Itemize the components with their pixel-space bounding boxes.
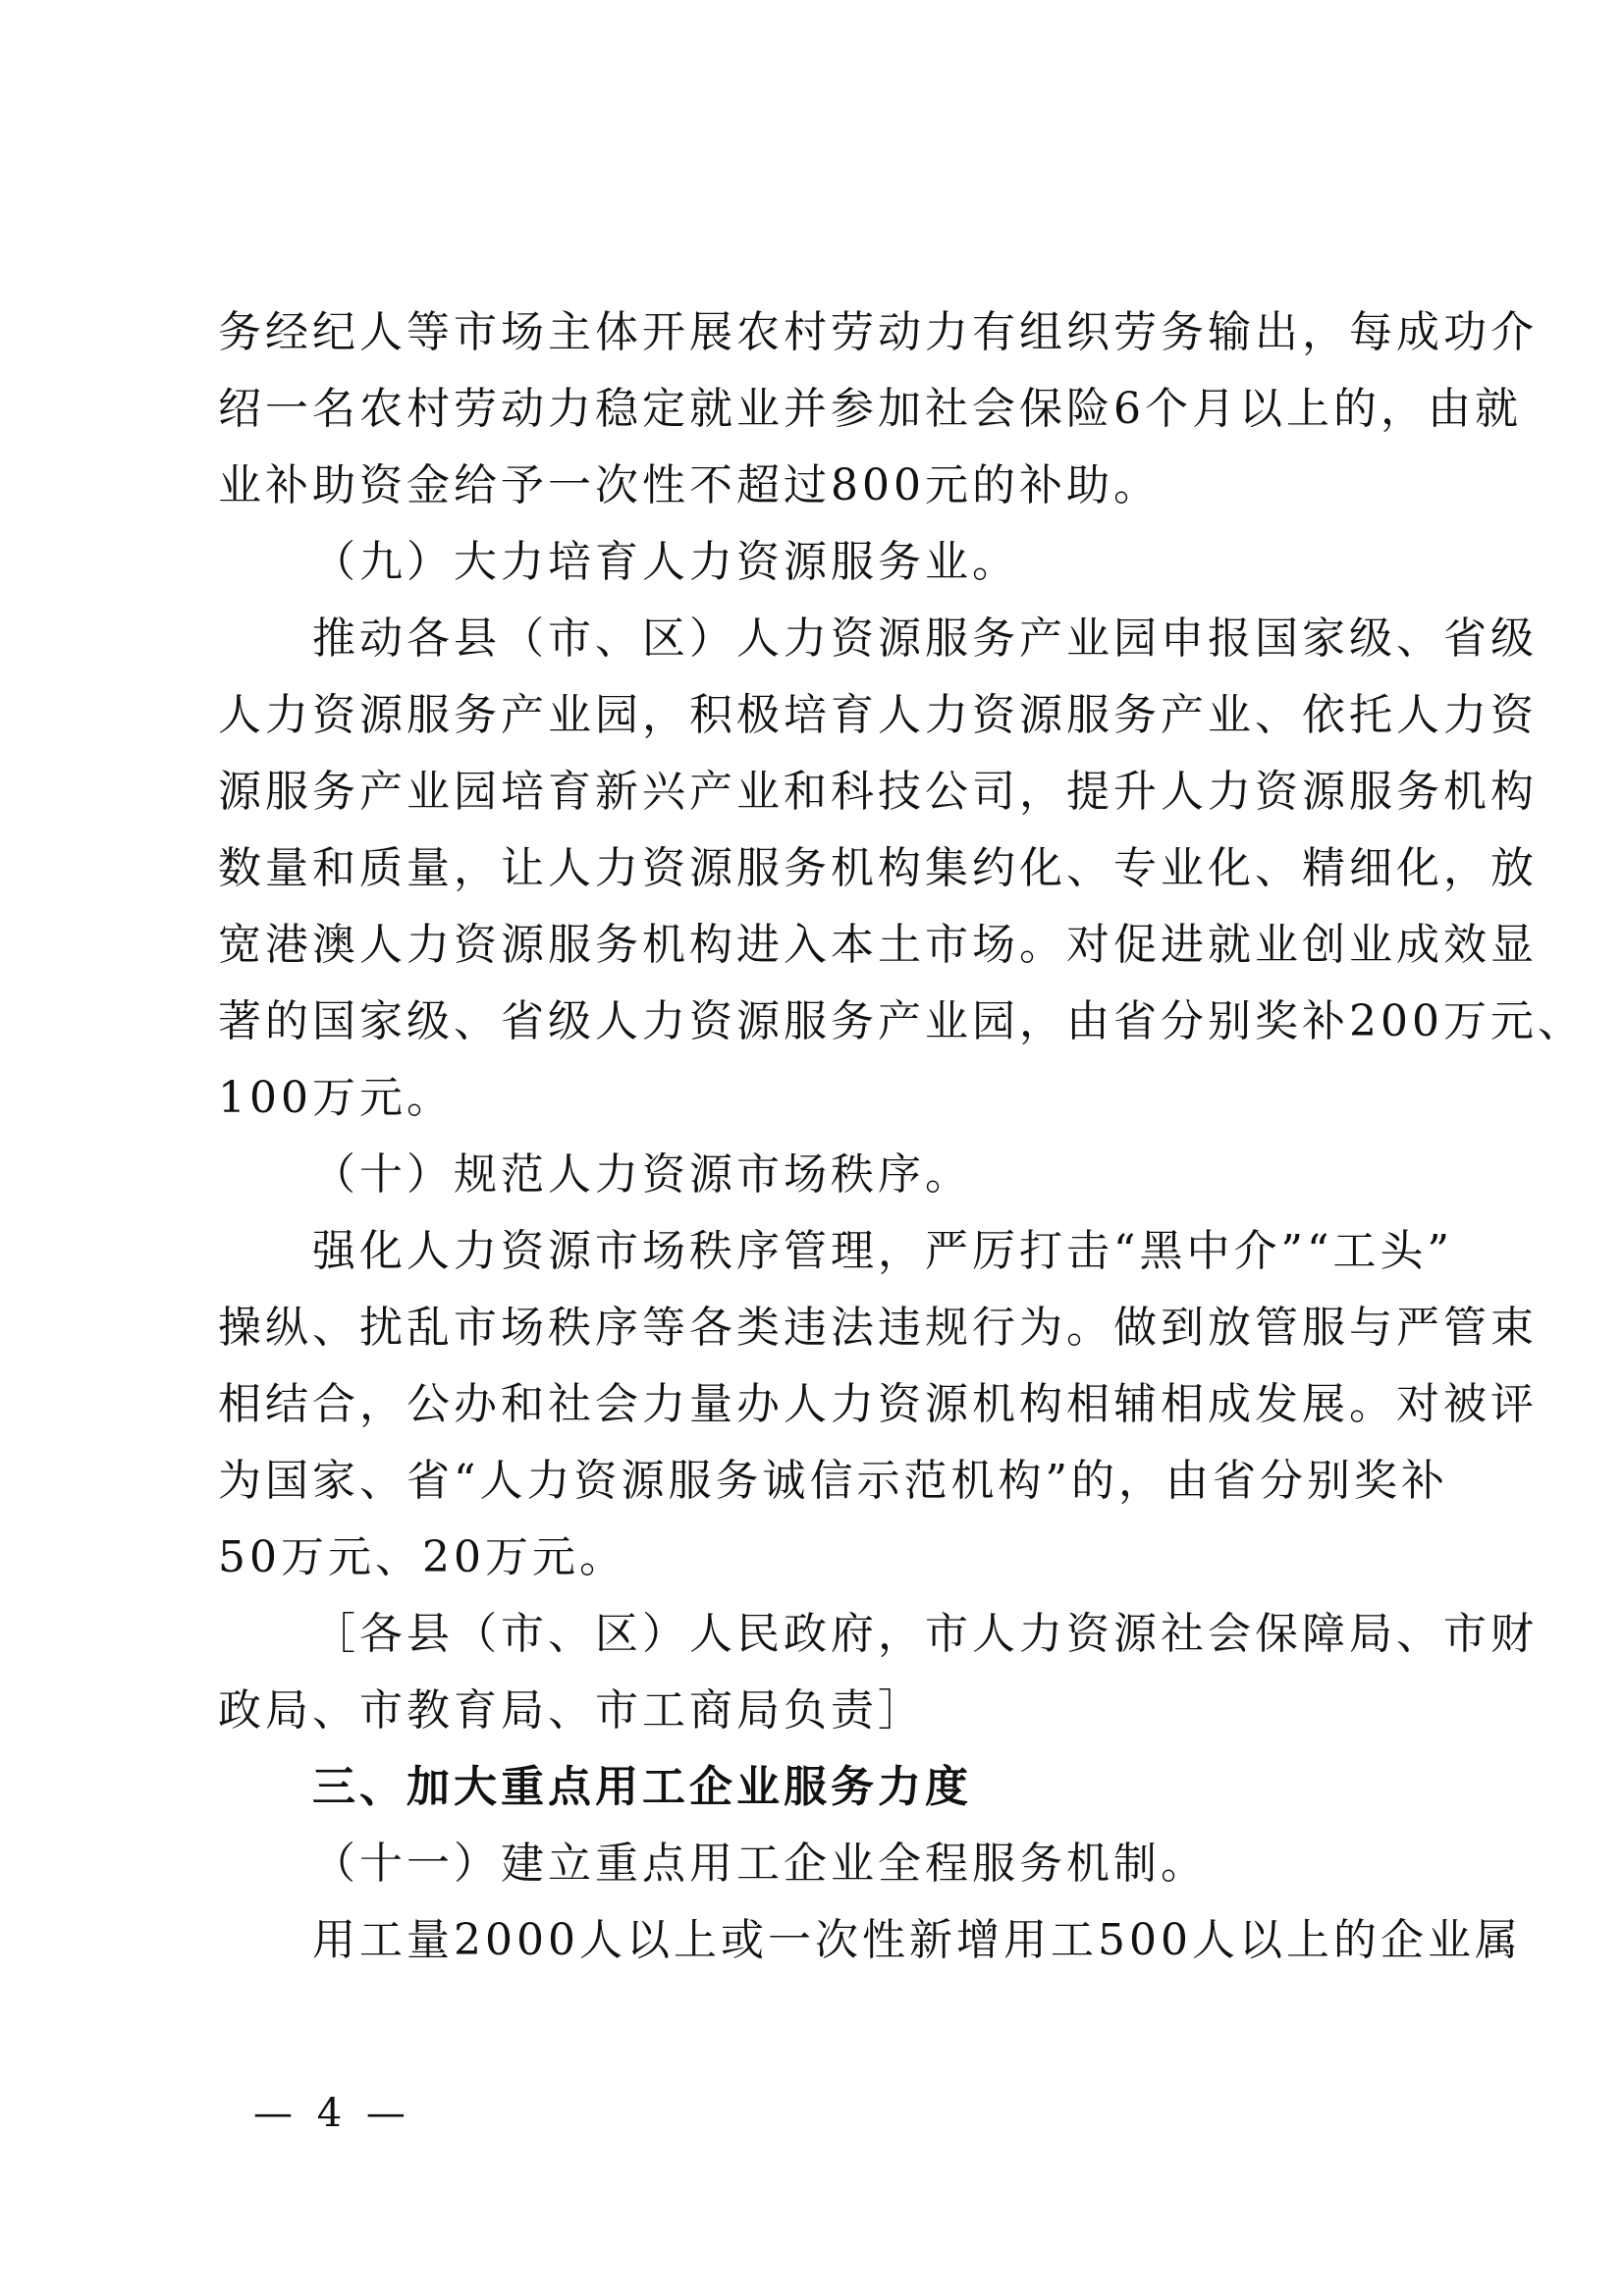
text-line: 操纵、扰乱市场秩序等各类违法违规行为。做到放管服与严管束	[218, 1303, 1538, 1353]
text-line: 为国家、省“人力资源服务诚信示范机构”的，由省分别奖补	[218, 1456, 1448, 1506]
paragraph-key-employers	[218, 1902, 1522, 1979]
subheading-eleven: （十一）建立重点用工企业全程服务机制。	[312, 1839, 1208, 1889]
text-line: 宽港澳人力资源服务机构进入本土市场。对促进就业创业成效显	[218, 920, 1538, 970]
text-line: 著的国家级、省级人力资源服务产业园，由省分别奖补200万元、	[218, 996, 1585, 1046]
paragraph-responsible-parties	[218, 1596, 1538, 1749]
text-line: 100万元。	[218, 1073, 454, 1123]
text-line: 政局、市教育局、市工商局负责］	[218, 1685, 925, 1735]
text-line: 50万元、20万元。	[218, 1532, 626, 1582]
section-heading-three: 三、加大重点用工企业服务力度	[312, 1762, 972, 1812]
text-line: 相结合，公办和社会力量办人力资源机构相辅相成发展。对被评	[218, 1379, 1538, 1429]
text-line: 用工量2000人以上或一次性新增用工500人以上的企业属	[312, 1915, 1522, 1965]
subheading-ten: （十）规范人力资源市场秩序。	[312, 1149, 972, 1200]
text-line: 业补助资金给予一次性不超过800元的补助。	[218, 460, 1161, 510]
document-body	[218, 294, 1585, 1979]
text-line: 源服务产业园培育新兴产业和科技公司，提升人力资源服务机构	[218, 767, 1538, 817]
page-number: — 4 —	[253, 2091, 411, 2136]
text-line: 数量和质量，让人力资源服务机构集约化、专业化、精细化，放	[218, 843, 1538, 893]
text-line: 推动各县（市、区）人力资源服务产业园申报国家级、省级	[312, 614, 1538, 664]
paragraph-continued	[218, 294, 1538, 524]
text-line: 绍一名农村劳动力稳定就业并参加社会保险6个月以上的，由就	[218, 384, 1522, 434]
text-line: ［各县（市、区）人民政府，市人力资源社会保障局、市财	[312, 1609, 1538, 1659]
text-line: 人力资源服务产业园，积极培育人力资源服务产业、依托人力资	[218, 690, 1538, 740]
text-line: 强化人力资源市场秩序管理，严厉打击“黑中介”“工头”	[312, 1226, 1453, 1276]
subheading-nine: （九）大力培育人力资源服务业。	[312, 537, 1019, 587]
paragraph-market-order	[218, 1213, 1538, 1596]
text-line: 务经纪人等市场主体开展农村劳动力有组织劳务输出，每成功介	[218, 307, 1538, 357]
paragraph-hr-service-industry	[218, 601, 1585, 1137]
